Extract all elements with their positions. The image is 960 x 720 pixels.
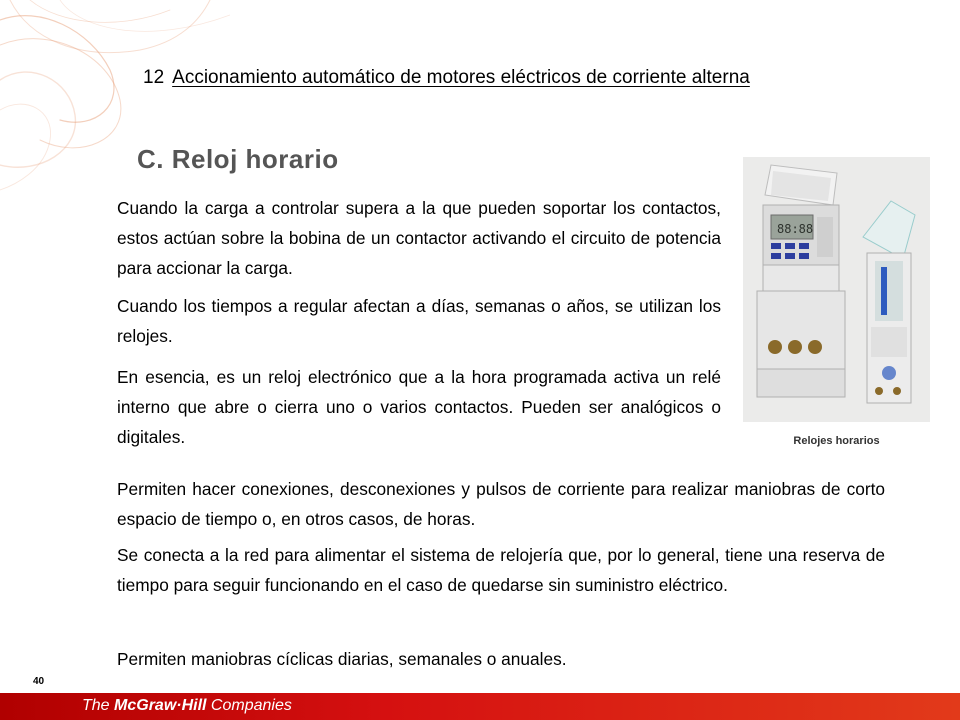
publisher-logo: The McGraw·Hill Companies xyxy=(82,697,292,714)
chapter-number: 12 xyxy=(143,67,165,88)
page-number: 40 xyxy=(33,676,45,687)
svg-text:88:88: 88:88 xyxy=(777,222,814,236)
footer-bar xyxy=(0,693,960,720)
timer-photo xyxy=(743,157,930,422)
paragraph-2: Cuando los tiempos a regular afectan a días, semanas o años, se utilizan los relojes. xyxy=(117,296,721,346)
paragraph-6: Permiten maniobras cíclicas diarias, semanales o anuales. xyxy=(117,649,567,669)
figure-caption: Relojes horarios xyxy=(793,435,880,447)
paragraph-1: Cuando la carga a controlar supera a la que pueden soportar los contactos, estos actúan sobre la bobina de un contactor activando el circuito de potencia para accionar la carga. xyxy=(117,198,721,278)
section-title: C. Reloj horario xyxy=(137,144,339,174)
paragraph-4: Permiten hacer conexiones, desconexiones y pulsos de corriente para realizar maniobras de corto espacio de tiempo o, en otros casos, de horas. xyxy=(117,479,885,529)
paragraph-5: Se conecta a la red para alimentar el sistema de relojería que, por lo general, tiene una reserva de tiempo para seguir funcionando en el caso de quedarse sin suministro eléctrico. xyxy=(117,545,885,595)
paragraph-3: En esencia, es un reloj electrónico que a la hora programada activa un relé interno que abre o cierra uno o varios contactos. Pueden ser analógicos o digitales. xyxy=(117,367,721,447)
chapter-header xyxy=(143,66,750,90)
chapter-title: Accionamiento automático de motores eléctricos de corriente alterna xyxy=(172,67,750,88)
